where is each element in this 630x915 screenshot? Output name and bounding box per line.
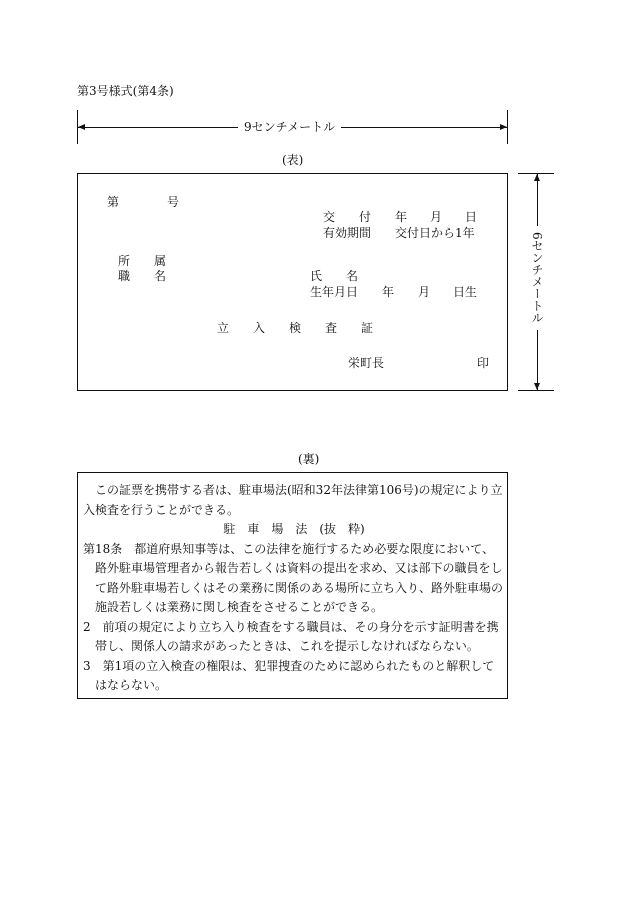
width-dim-right-tick — [507, 110, 508, 144]
number-suffix: 号 — [167, 195, 180, 209]
width-dim-right-arrow-icon — [500, 124, 507, 130]
affiliation-label: 所 属 — [118, 254, 167, 268]
form-title: 第3号様式(第4条) — [77, 84, 174, 98]
issue-month: 月 — [430, 210, 443, 224]
width-dim-label: 9センチメートル — [238, 120, 341, 134]
clause-18: 第18条 都道府県知事等は、この法律を施行するため必要な限度において、路外駐車場管理者から報告若しくは資料の提出を求め、又は部下の職員をして路外駐車場若しくはその業務に関係のある場所に立ち入り、路外駐車場の施設若しくは業務に関し検査をさせることができる。 — [83, 541, 504, 614]
height-dim-bottom-arrow-icon — [534, 383, 540, 390]
height-dim-bottom-tick — [518, 390, 554, 391]
birth-month: 月 — [418, 285, 431, 299]
back-text — [83, 481, 505, 696]
name-label: 氏 名 — [310, 269, 359, 283]
number-prefix: 第 — [107, 195, 120, 209]
clause-2: 2 前項の規定により立ち入り検査をする職員は、その身分を示す証明書を携帯し、関係人の請求があったときは、これを提示しなければならない。 — [83, 619, 499, 653]
birth-label: 生年月日 — [310, 285, 359, 299]
back-intro: この証票を携帯する者は、駐車場法(昭和32年法律第106号)の規定により立入検査を行うことができる。 — [83, 483, 503, 517]
issue-year: 年 — [395, 210, 408, 224]
valid-value: 交付日から1年 — [395, 226, 475, 240]
excerpt-title: 駐 車 場 法 (抜 粋) — [223, 522, 365, 536]
issuer: 栄町長 — [348, 356, 385, 370]
seal-mark: 印 — [477, 356, 490, 370]
width-dim-left-arrow-icon — [78, 124, 85, 130]
birth-day: 日生 — [453, 285, 478, 299]
birth-year: 年 — [382, 285, 395, 299]
clause-3: 3 第1項の立入検査の権限は、犯罪捜査のために認められたものと解釈してはならない。 — [83, 658, 495, 692]
back-heading: (裏) — [298, 452, 320, 466]
valid-label: 有効期間 — [323, 226, 372, 240]
issue-label: 交 付 — [323, 210, 372, 224]
height-dim-label: 6センチメートル — [530, 226, 544, 330]
issue-day: 日 — [465, 210, 478, 224]
height-dim-top-arrow-icon — [534, 174, 540, 181]
front-heading: (表) — [282, 153, 304, 167]
certificate-title: 立 入 検 査 証 — [217, 321, 374, 335]
position-label: 職 名 — [118, 269, 167, 283]
